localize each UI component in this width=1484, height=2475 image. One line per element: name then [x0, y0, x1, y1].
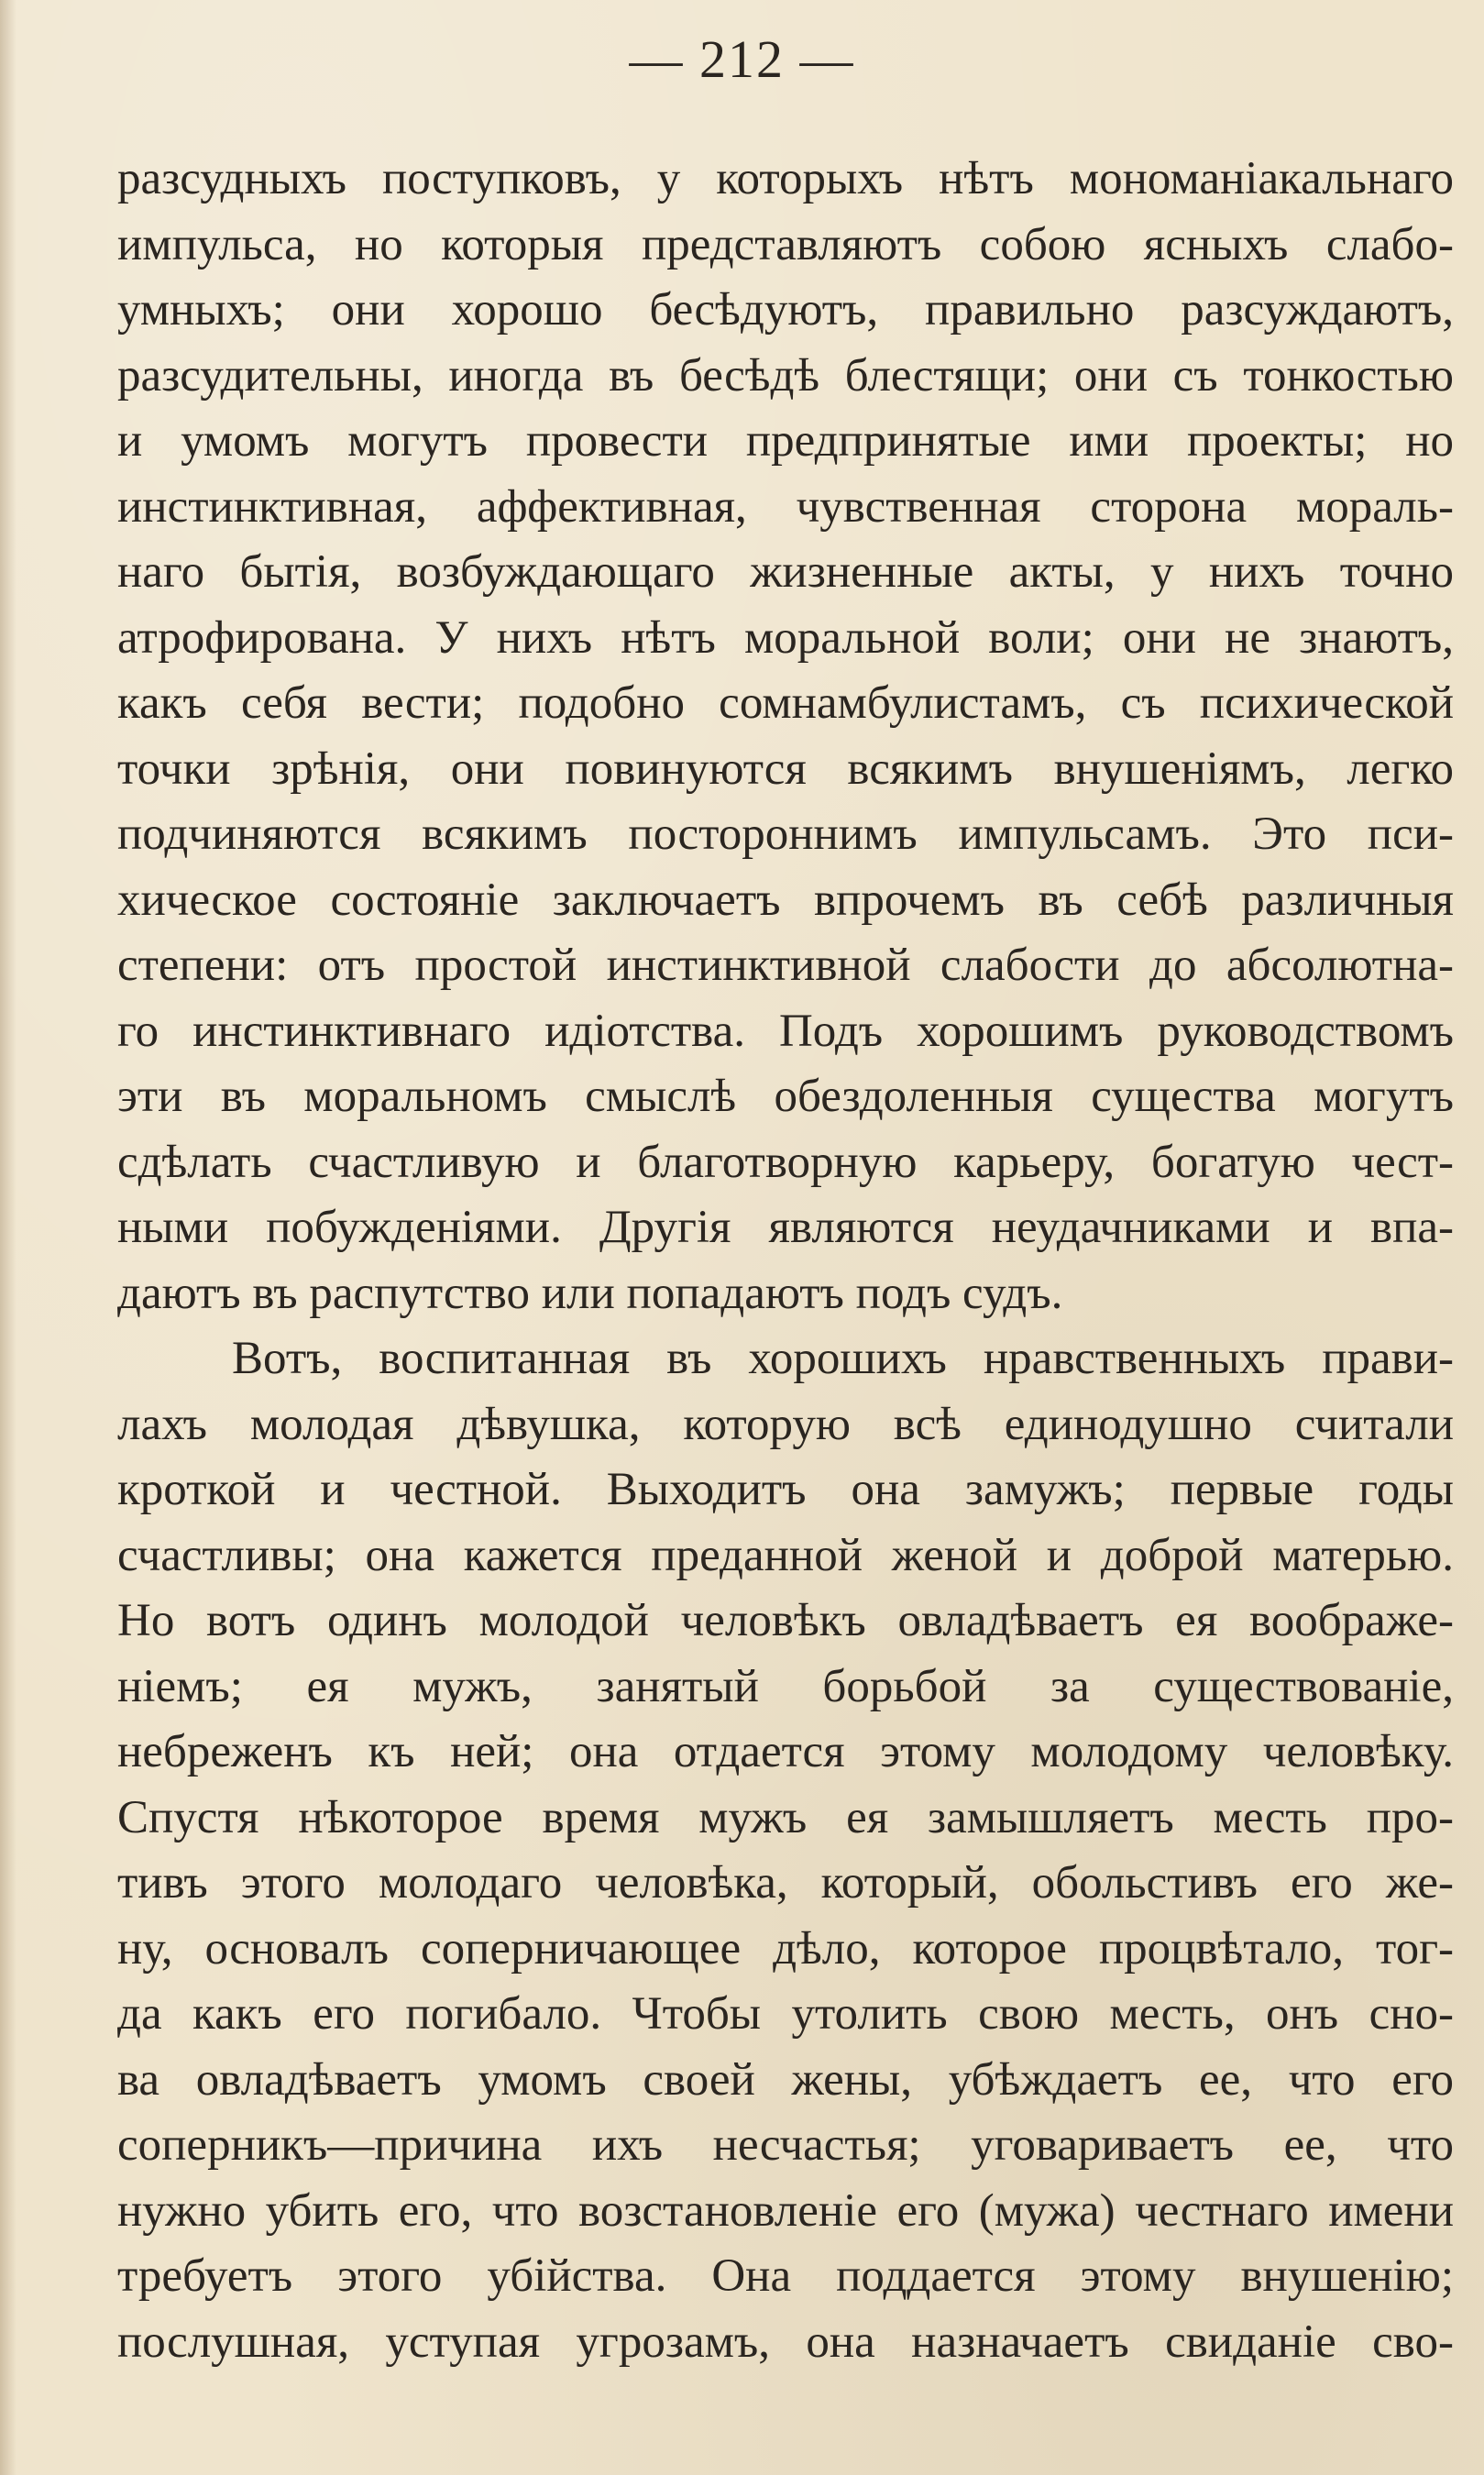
text-line: Вотъ, воспитанная въ хорошихъ нравственныхъ прави- [232, 1333, 1454, 1384]
text-line: соперникъ—причина ихъ несчастья; уговариваетъ ее, что [117, 2119, 1454, 2171]
text-line: ну, основалъ соперничающее дѣло, которое процвѣтало, тог- [117, 1922, 1454, 1974]
text-line: послушная, уступая угрозамъ, она назначаетъ свиданіе сво- [117, 2316, 1454, 2368]
text-line: счастливы; она кажется преданной женой и доброй матерью. [117, 1529, 1454, 1581]
text-line: Но вотъ одинъ молодой человѣкъ овладѣваетъ ея воображе- [117, 1595, 1454, 1646]
text-line: точки зрѣнія, они повинуются всякимъ внушеніямъ, легко [117, 742, 1454, 795]
page-edge-shadow [0, 0, 16, 2475]
text-line: и умомъ могутъ провести предпринятые ими проекты; но [117, 415, 1454, 467]
text-line: инстинктивная, аффективная, чувственная сторона мораль- [117, 480, 1454, 533]
text-line: небреженъ къ ней; она отдается этому молодому человѣку. [117, 1726, 1454, 1777]
text-line: какъ себя вести; подобно сомнамбулистамъ, съ психической [117, 677, 1454, 729]
text-line: нужно убить его, что возстановленіе его (мужа) честнаго имени [117, 2184, 1454, 2237]
page-number: — 212 — [629, 29, 855, 89]
text-line: импульса, но которыя представляютъ собою ясныхъ слабо- [117, 218, 1454, 270]
text-line: даютъ въ распутство или попадаютъ подъ судъ. [117, 1267, 1063, 1319]
text-line: подчиняются всякимъ постороннимъ импульсамъ. Это пси- [117, 808, 1454, 860]
text-line: атрофирована. У нихъ нѣтъ моральной воли; они не знаютъ, [117, 611, 1454, 664]
text-line: умныхъ; они хорошо бесѣдуютъ, правильно разсуждаютъ, [117, 284, 1454, 336]
body-text [117, 147, 1454, 2375]
text-line: степени: отъ простой инстинктивной слабости до абсолютна- [117, 940, 1454, 991]
text-line: ными побужденіями. Другія являются неудачниками и впа- [117, 1202, 1454, 1253]
text-line: да какъ его погибало. Чтобы утолить свою месть, онъ сно- [117, 1988, 1454, 2040]
text-line: эти въ моральномъ смыслѣ обездоленныя существа могутъ [117, 1071, 1454, 1122]
text-line: тивъ этого молодаго человѣка, который, обольстивъ его же- [117, 1857, 1454, 1908]
text-line: разсудныхъ поступковъ, у которыхъ нѣтъ мономаніакальнаго [117, 153, 1454, 204]
text-line: ва овладѣваетъ умомъ своей жены, убѣждаетъ ее, что его [117, 2053, 1454, 2106]
text-line: Спустя нѣкоторое время мужъ ея замышляетъ месть про- [117, 1791, 1454, 1843]
text-line: наго бытія, возбуждающаго жизненные акты, у нихъ точно [117, 546, 1454, 598]
text-line: кроткой и честной. Выходитъ она замужъ; первые годы [117, 1464, 1454, 1515]
text-line: требуетъ этого убійства. Она поддается этому внушенію; [117, 2250, 1454, 2302]
text-line: хическое состояніе заключаетъ впрочемъ въ себѣ различныя [117, 874, 1454, 926]
text-line: сдѣлать счастливую и благотворную карьеру, богатую чест- [117, 1136, 1454, 1188]
text-line: го инстинктивнаго идіотства. Подъ хорошимъ руководствомъ [117, 1005, 1454, 1057]
text-line: ніемъ; ея мужъ, занятый борьбой за существованіе, [117, 1660, 1454, 1712]
text-line: разсудительны, иногда въ бесѣдѣ блестящи; они съ тонкостью [117, 349, 1454, 402]
text-line: лахъ молодая дѣвушка, которую всѣ единодушно считали [117, 1398, 1454, 1450]
